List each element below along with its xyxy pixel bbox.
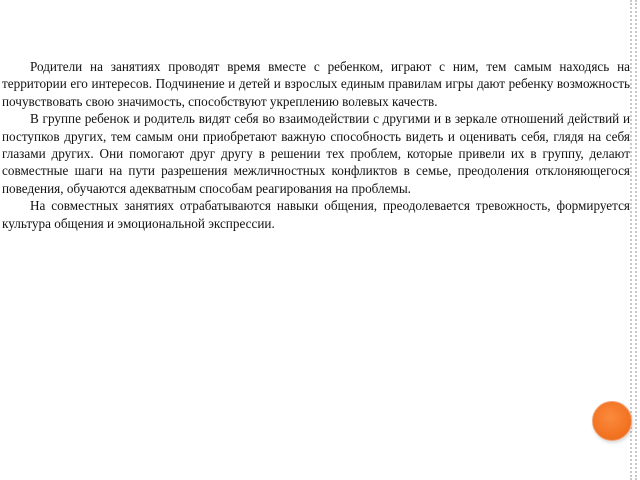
- paragraph-2: В группе ребенок и родитель видят себя во взаимодействии с другими и в зеркале отношений действий и поступков других, тем самым они приобретают важную способность видеть и оценивать себя, глядя на себя глазами других. Они помогают друг другу в решении тех проблем, которые привели их в группу, делают совместные шаги на пути разрешения межличностных конфликтов в семье, преодоления отклоняющегося поведения, обучаются адекватным способам реагирования на проблемы.: [2, 111, 630, 196]
- paragraph-1: Родители на занятиях проводят время вместе с ребенком, играют с ним, тем самым находясь на территории его интересов. Подчинение и детей и взрослых единым правилам игры дают ребенку возможность почувствовать свою значимость, способствуют укреплению волевых качеств.: [2, 59, 630, 109]
- orange-circle-decoration: [592, 401, 632, 441]
- paragraph-3: На совместных занятиях отрабатываются навыки общения, преодолевается тревожность, формируется культура общения и эмоциональной экспрессии.: [2, 198, 630, 231]
- right-dotted-border: [630, 0, 632, 480]
- body-text: [2, 58, 630, 232]
- right-dotted-border-outer: [635, 0, 637, 480]
